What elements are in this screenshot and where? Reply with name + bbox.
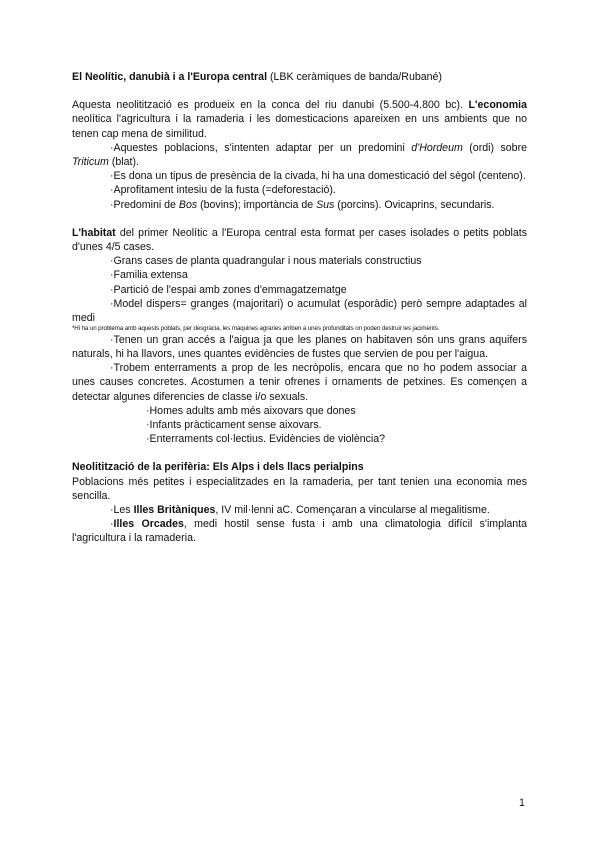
bullet-illes-orcades: ·Illes Orcades, medi hostil sense fusta i amb una climatologia difícil s'implanta l'agricultura i la ramaderia.	[72, 518, 527, 545]
paragraph-periferia-intro: Poblacions més petites i especialitzades en la ramaderia, per tant tenien una economia mes sencilla.	[72, 475, 527, 502]
list-item: ·Partició de l'espai amb zones d'emmagatzematge	[110, 283, 347, 296]
list-item: ·Familia extensa	[110, 269, 188, 282]
paragraph-habitat-intro: L'habitat del primer Neolític a l'Europa central esta format per cases isolades o petits poblats d'unes 4/5 cases.	[72, 226, 527, 254]
sub-list-item: ·Infants pràcticament sense aixovars.	[146, 419, 322, 432]
bullet-illes-britaniques: ·Les Illes Britàniques, IV mil·lenni aC. Començaran a vincularse al megalitisme.	[110, 504, 490, 517]
list-item: ·Grans cases de planta quadrangular i nous materials constructius	[110, 255, 422, 268]
bullet-civada: ·Es dona un tipus de presència de la civada, hi ha una domesticació del sègol (centeno).	[110, 170, 526, 183]
document-body	[72, 70, 527, 546]
section-neolitic-danubia-title: El Neolític, danubià i a l'Europa central (LBK ceràmiques de banda/Rubané)	[72, 71, 442, 83]
sub-list-item: ·Homes adults amb més aixovars que dones	[146, 404, 356, 417]
bullet-bos-sus: ·Predomini de Bos (bovins); importància de Sus (porcins). Ovicaprins, secundaris.	[110, 198, 495, 211]
bullet-aigua: ·Tenen un gran accés a l'aigua ja que les planes on habitaven són uns grans aquifers naturals, hi ha llavors, unes quantes evidències de fustes que servien de pou per l'aigua.	[72, 333, 527, 361]
section-periferia-title: Neolitització de la perifèria: Els Alps i dels llacs perialpins	[72, 461, 364, 474]
paragraph-economy-intro: Aquesta neolitització es produeix en la conca del riu danubi (5.500-4.800 bc). L'economia neolítica l'agricultura i la ramaderia i les domesticacions apareixen en uns ambients que no tenen cap mena de similitud.	[72, 99, 527, 140]
bullet-enterraments: ·Trobem enterraments a prop de les necròpolis, encara que no ho podem associar a unes causes concretes. Acostumen a tenir ofrenes i ornaments de petxines. Es començen a detectar algunes diferencies de classe i/o sexuals.	[72, 362, 527, 403]
page-number: 1	[519, 797, 525, 809]
bullet-model-dispers: ·Model dispers= granges (majoritari) o acumulat (esporàdic) però sempre adaptades al medi	[72, 297, 527, 325]
sub-list-item: ·Enterraments col·lectius. Evidències de violència?	[146, 433, 386, 446]
footnote: *Hi ha un problema amb aquests poblats, per desgracia, les maquines agraries arriben a unes profunditats on poden destruir les jaciments.	[72, 325, 440, 333]
bullet-hordeum: ·Aquestes poblacions, s'intenten adaptar per un predomini d'Hordeum (ordi) sobre Triticum (blat).	[72, 141, 527, 169]
bullet-fusta: ·Aprofitament intesiu de la fusta (=deforestació).	[110, 184, 336, 197]
